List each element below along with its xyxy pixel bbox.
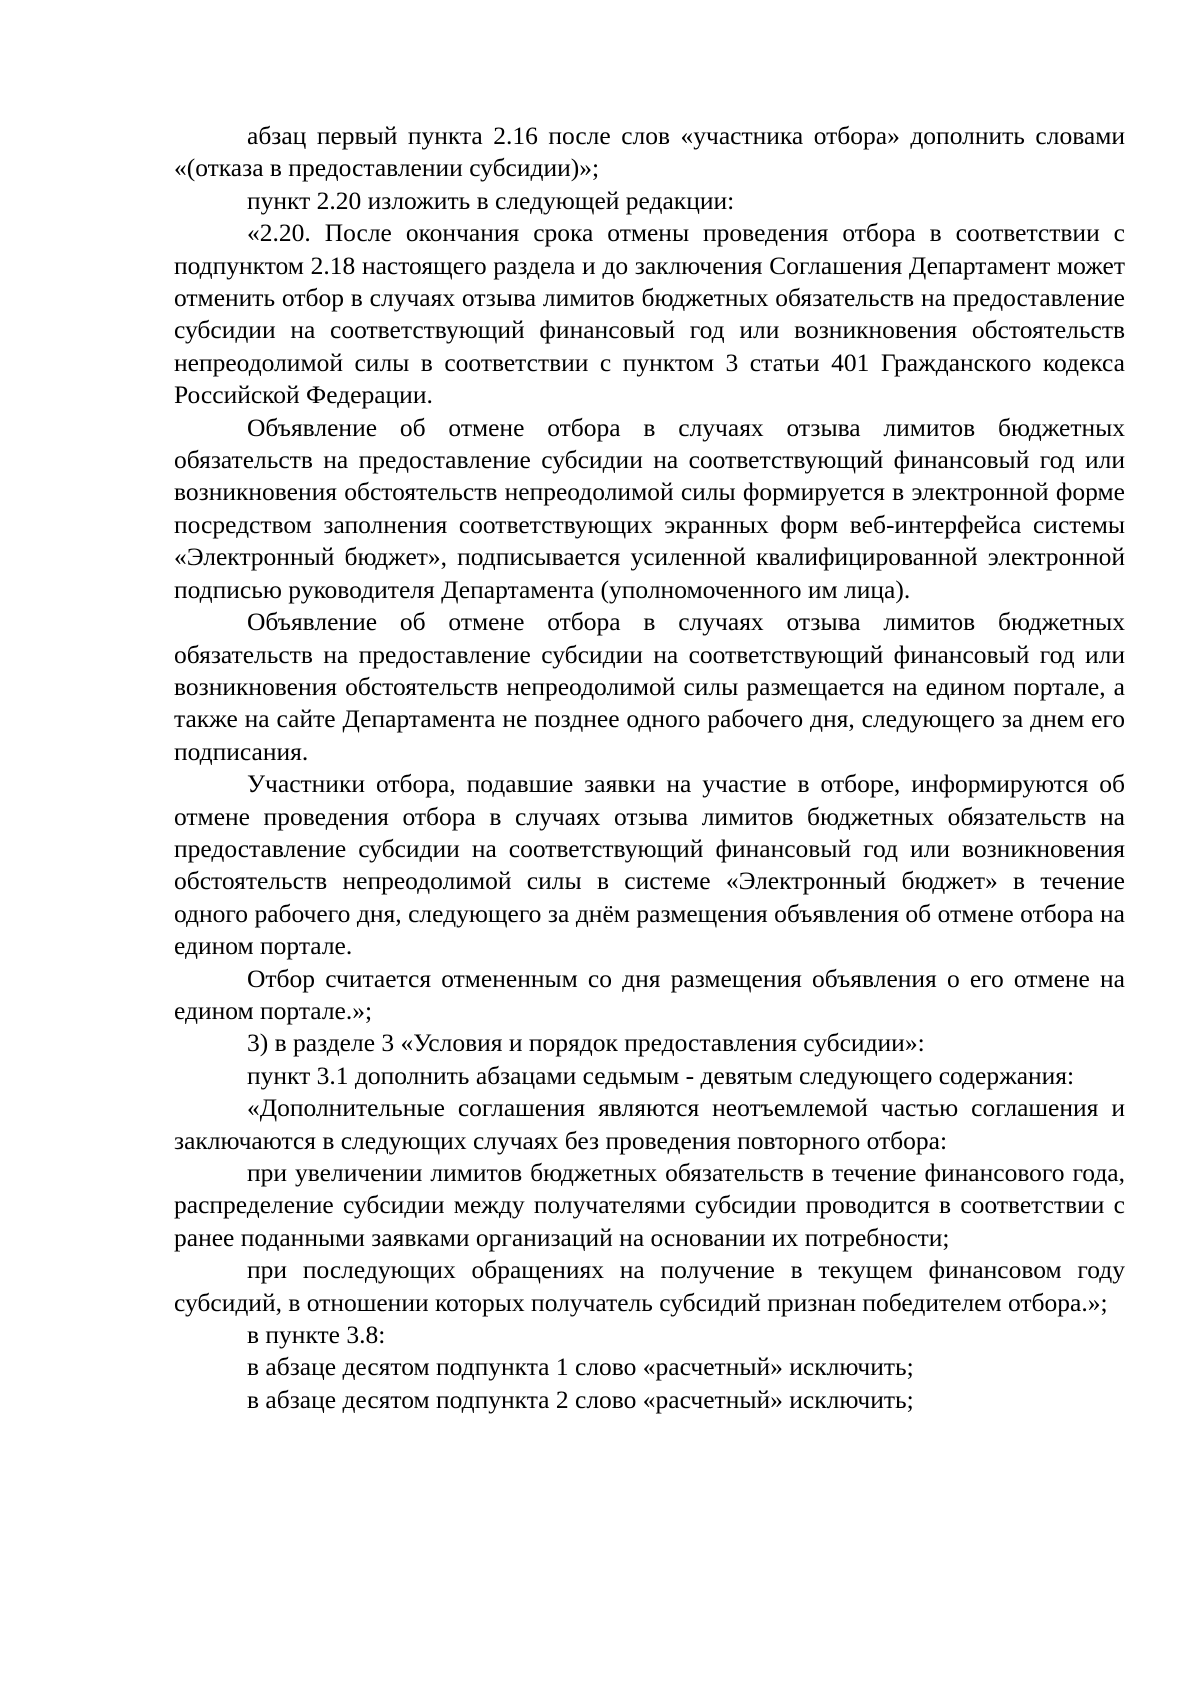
paragraph-point-2-20-intro: пункт 2.20 изложить в следующей редакции: (247, 185, 735, 215)
paragraph-point-3-8-intro: в пункте 3.8: (247, 1320, 386, 1350)
paragraph-2-20-text: «2.20. После окончания срока отмены проведения отбора в соответствии с подпунктом 2.18 настоящего раздела и до заключения Соглашения Департамент может отменить отбор в случаях отзыва лимитов бюджетных обязательств на предоставление субсидии на соответствующий финансовый год или возникновения обстоятельств непреодолимой силы в соответствии с пунктом 3 статьи 401 Гражданского кодекса Российской Федерации. (174, 218, 1125, 410)
paragraph-participants-notification: Участники отбора, подавшие заявки на участие в отборе, информируются об отмене проведения отбора в случаях отзыва лимитов бюджетных обязательств на предоставление субсидии на соответствующий финансовый год или возникновения обстоятельств непреодолимой силы в системе «Электронный бюджет» в течение одного рабочего дня, следующего за днём размещения объявления об отмене отбора на едином портале. (174, 769, 1125, 961)
paragraph-amend-2-16: абзац первый пункта 2.16 после слов «участника отбора» дополнить словами «(отказа в предоставлении субсидии)»; (174, 121, 1125, 183)
paragraph-selection-cancelled: Отбор считается отмененным со дня размещения объявления о его отмене на едином портале.»; (174, 963, 1125, 1025)
paragraph-cancellation-announcement-posting: Объявление об отмене отбора в случаях отзыва лимитов бюджетных обязательств на предоставление субсидии на соответствующий финансовый год или возникновения обстоятельств непреодолимой силы размещается на едином портале, а также на сайте Департамента не позднее одного рабочего дня, следующего за днем его подписания. (174, 607, 1125, 766)
paragraph-subpoint-2-amend: в абзаце десятом подпункта 2 слово «расчетный» исключить; (247, 1384, 914, 1414)
paragraph-point-3-1-intro: пункт 3.1 дополнить абзацами седьмым - девятым следующего содержания: (247, 1060, 1075, 1090)
paragraph-additional-agreements: «Дополнительные соглашения являются неотъемлемой частью соглашения и заключаются в следующих случаях без проведения повторного отбора: (174, 1093, 1125, 1155)
paragraph-subsequent-requests: при последующих обращениях на получение в текущем финансовом году субсидий, в отношении которых получатель субсидий признан победителем отбора.»; (174, 1255, 1125, 1317)
paragraph-limits-increase: при увеличении лимитов бюджетных обязательств в течение финансового года, распределение субсидии между получателями субсидии проводится в соответствии с ранее поданными заявками организаций на основании их потребности; (174, 1158, 1125, 1252)
paragraph-section-3-heading: 3) в разделе 3 «Условия и порядок предоставления субсидии»: (247, 1028, 925, 1058)
paragraph-subpoint-1-amend: в абзаце десятом подпункта 1 слово «расчетный» исключить; (247, 1352, 914, 1382)
paragraph-cancellation-announcement-form: Объявление об отмене отбора в случаях отзыва лимитов бюджетных обязательств на предоставление субсидии на соответствующий финансовый год или возникновения обстоятельств непреодолимой силы формируется в электронной форме посредством заполнения соответствующих экранных форм веб-интерфейса системы «Электронный бюджет», подписывается усиленной квалифицированной электронной подписью руководителя Департамента (уполномоченного им лица). (174, 412, 1125, 604)
document-body (174, 120, 1125, 1416)
